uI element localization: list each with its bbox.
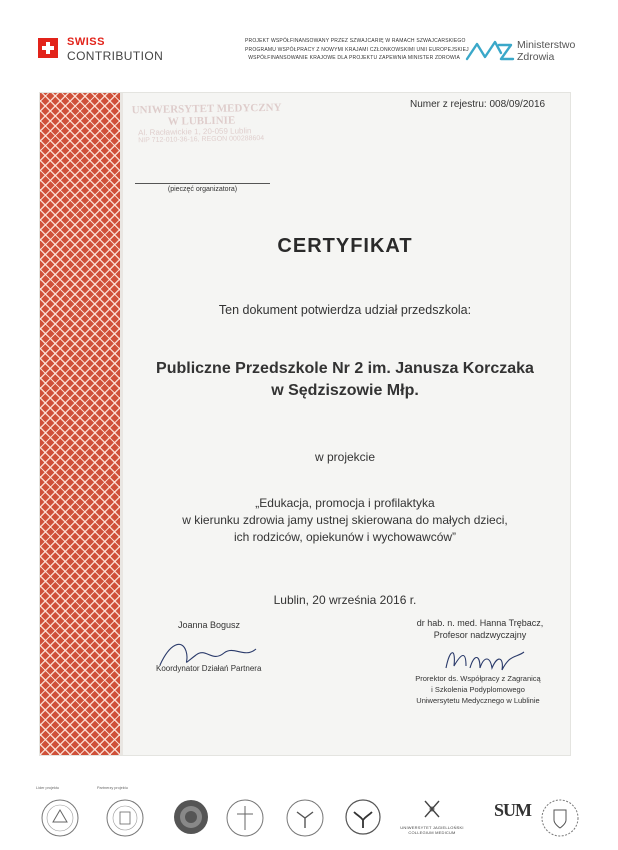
partner-university-seal-icon [225, 798, 265, 838]
decorative-border-pattern [40, 93, 120, 755]
lead-university-seal-icon [40, 798, 80, 838]
ministry-mz-icon [465, 39, 515, 63]
right-signer-role: Prorektor ds. Współpracy z Zagranicą i Szkolenia Podyplomowego Uniwersytetu Medycznego w Lublinie [415, 674, 541, 705]
partner-eagle-seal-icon [285, 798, 325, 838]
registry-number: Numer z rejestru: 008/09/2016 [410, 99, 546, 110]
jagiellonian-university-logo [396, 798, 468, 835]
uj-name-line1: UNIWERSYTET JAGIELLOŃSKI [400, 825, 464, 830]
stamp-label: (pieczęć organizatora) [167, 186, 238, 193]
certificate-title: CERTYFIKAT [277, 235, 413, 257]
partner-eagle-emblem-icon [344, 798, 382, 836]
swiss-cross-icon [38, 38, 58, 58]
organizer-stamp: UNIWERSYTET MEDYCZNY W LUBLINIE Al. Racławickie 1, 20-059 Lublin NIP 712-010-36-16, REGON 000288604 [131, 101, 282, 145]
stamp-signature-line [135, 183, 270, 184]
project-funding-note [245, 37, 469, 63]
ministry-name-line2: Zdrowia [517, 51, 555, 63]
swiss-logo-line2: CONTRIBUTION [67, 49, 164, 63]
partners-label: Partnerzy projektu [97, 786, 128, 790]
project-note-line: PROGRAMU WSPÓŁPRACY Z NOWYMI KRAJAMI CZŁONKOWSKIMI UNII EUROPEJSKIEJ [245, 46, 469, 53]
crossed-keys-icon [422, 798, 442, 820]
confirmation-text: Ten dokument potwierdza udział przedszkola: [218, 303, 472, 317]
uj-name-line2: COLLEGIUM MEDICUM [408, 830, 456, 835]
project-name: „Edukacja, promocja i profilaktyka w kierunku zdrowia jamy ustnej skierowana do małych dzieci, ich rodziców, opiekunów i wychowawców” [182, 496, 508, 544]
school-name: Publiczne Przedszkole Nr 2 im. Janusza Korczaka w Sędziszowie Młp. [156, 360, 534, 399]
partner-crest-seal-icon [540, 798, 580, 838]
left-signer-name: Joanna Bogusz [178, 620, 241, 630]
right-signature [440, 644, 530, 674]
leader-label: Lider projektu [36, 786, 60, 790]
ministry-name-line1: Ministerstwo [517, 39, 576, 51]
partner-seal-icon [105, 798, 145, 838]
partner-medal-icon [172, 798, 210, 836]
in-project-text: w projekcie [314, 450, 376, 464]
project-note-line: PROJEKT WSPÓŁFINANSOWANY PRZEZ SZWAJCARIĘ W RAMACH SZWAJCARSKIEGO [245, 38, 466, 44]
project-note-line: WSPÓŁFINANSOWANIE KRAJOWE DLA PROJEKTU ZAPEWNIA MINISTER ZDROWIA [248, 55, 460, 61]
left-signer-role: Koordynator Działań Partnera [156, 664, 262, 673]
swiss-logo-line1: SWISS [67, 36, 105, 48]
ministry-of-health-logo [465, 36, 585, 66]
certificate-frame [40, 93, 570, 755]
issue-date: Lublin, 20 września 2016 r. [273, 593, 417, 607]
sum-logo: SUM [494, 800, 531, 820]
right-signer-name: dr hab. n. med. Hanna Trębacz, Profesor nadzwyczajny [416, 618, 544, 640]
